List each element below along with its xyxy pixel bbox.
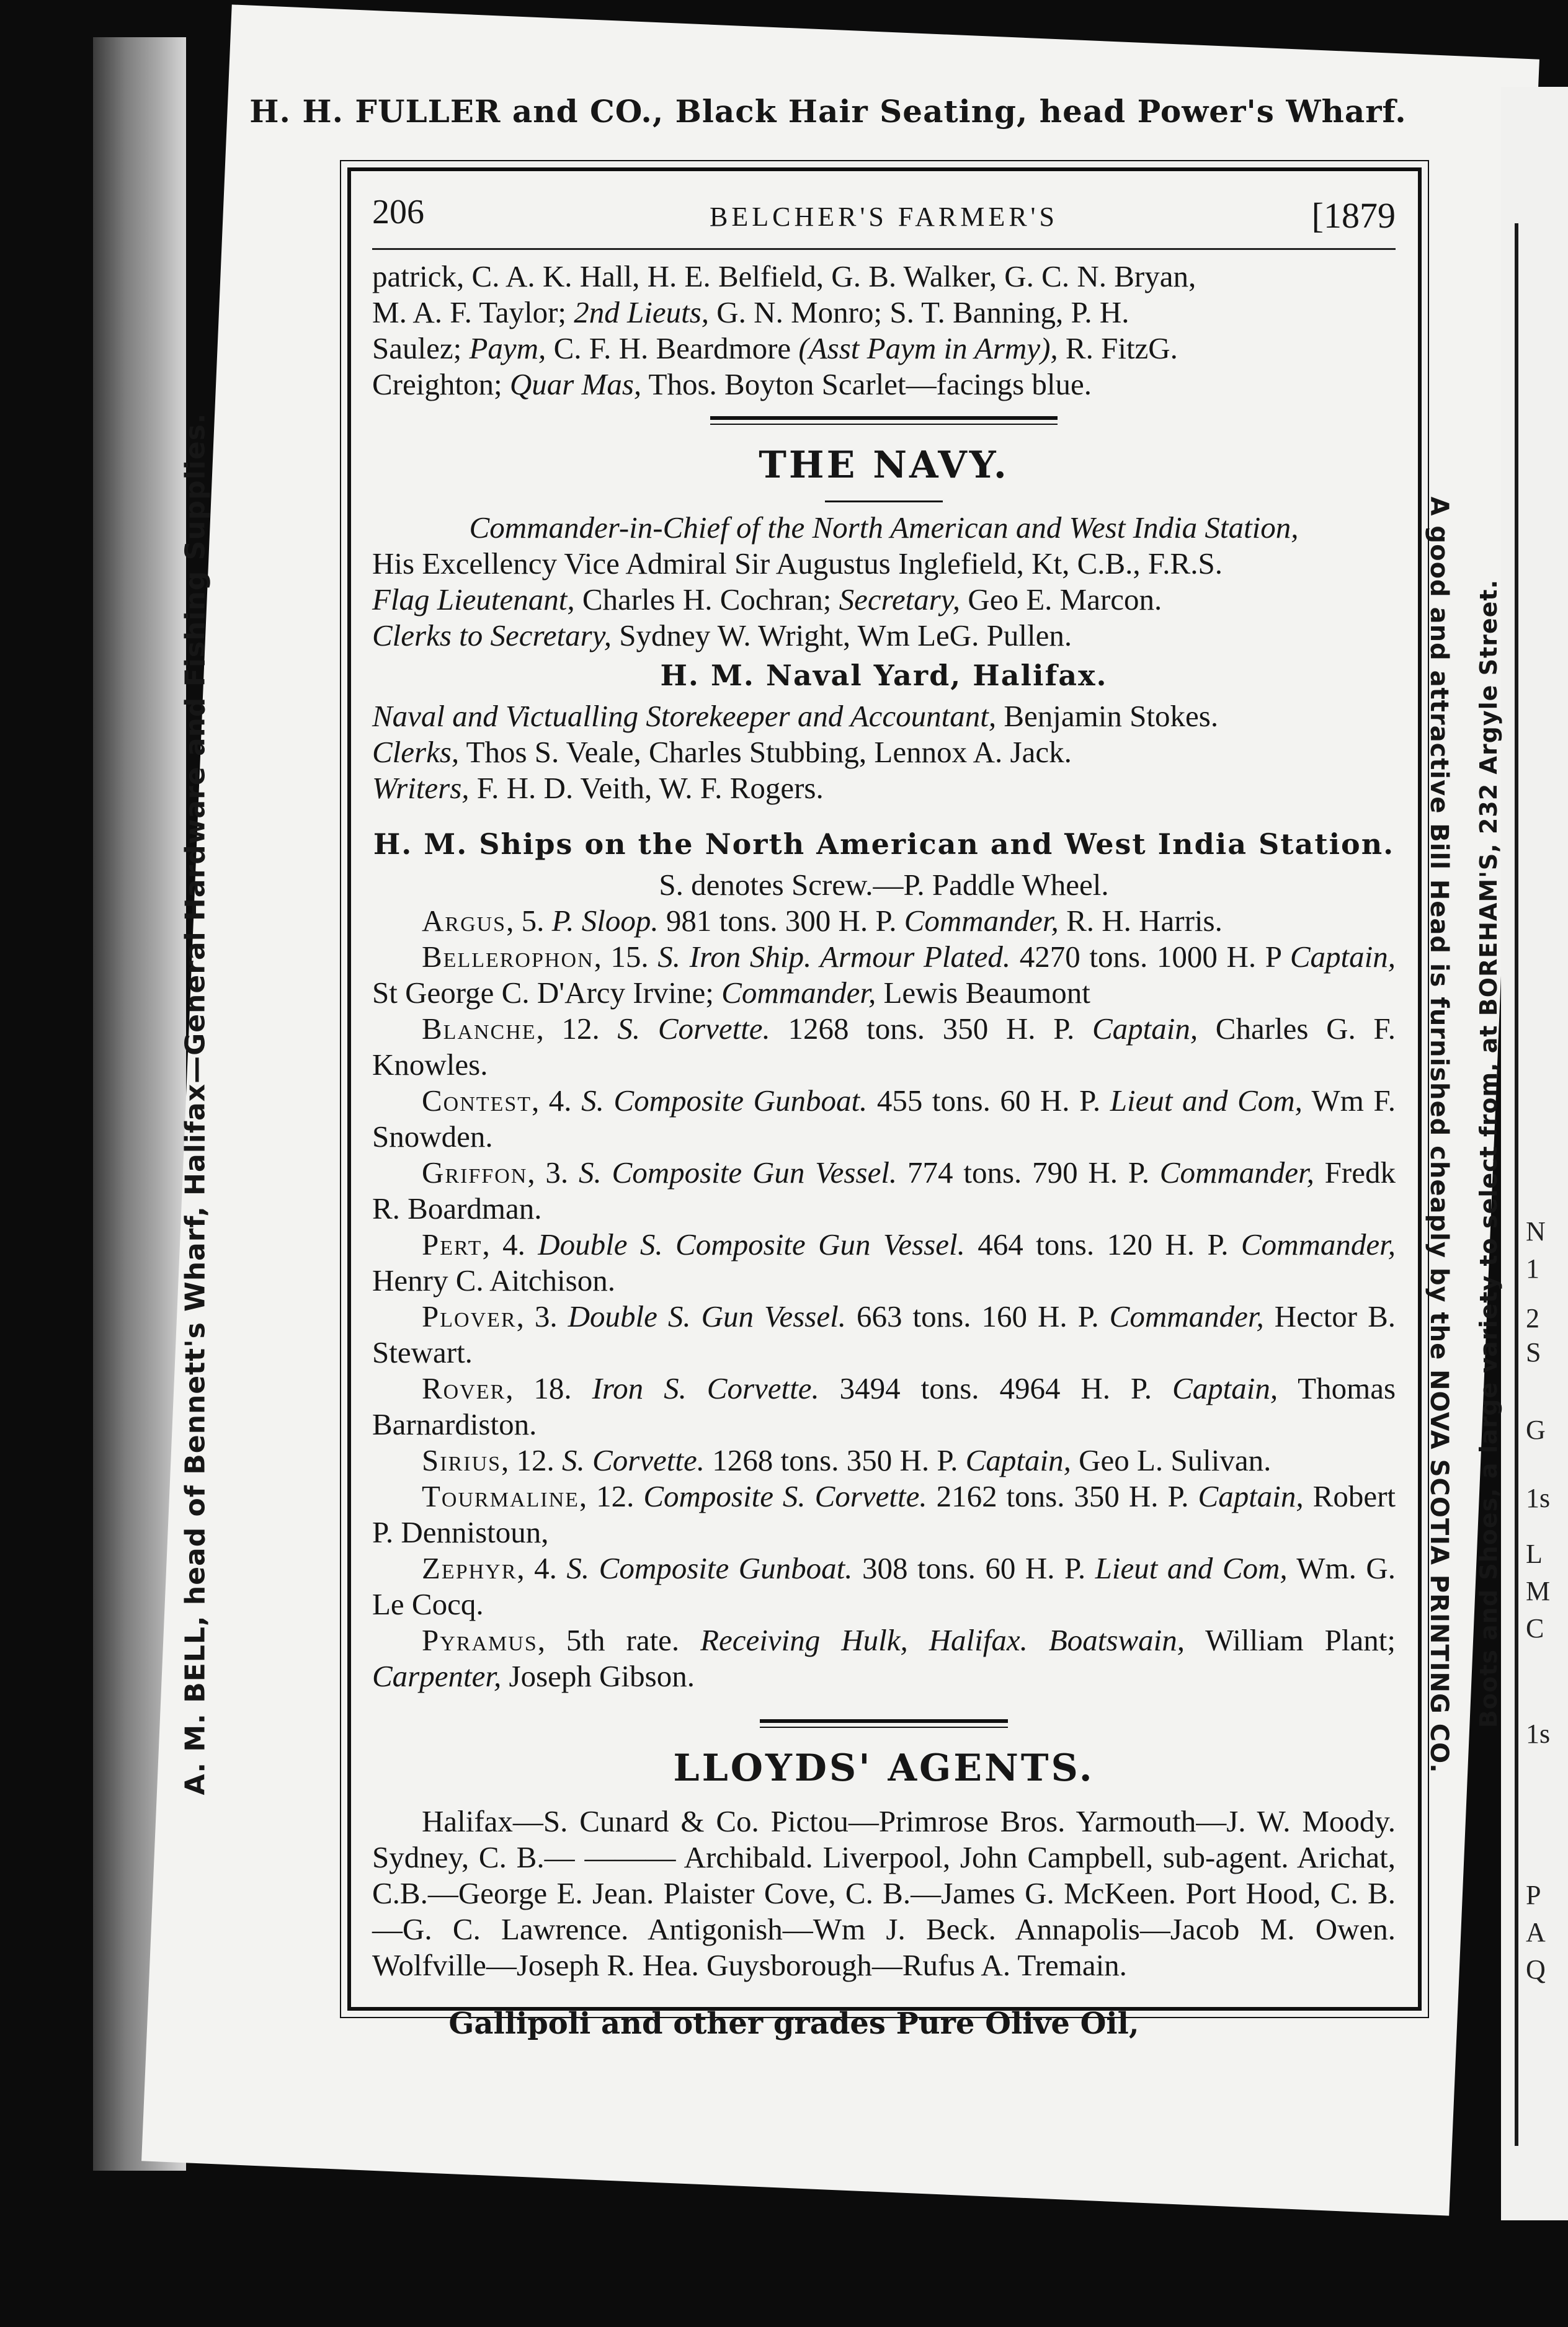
regiment-line: Creighton; Quar Mas, Thos. Boyton Scarlet—facings blue. — [372, 367, 1092, 401]
storekeeper-line: Naval and Victualling Storekeeper and Accountant, Benjamin Stokes. — [372, 699, 1219, 733]
yard-clerks-line: Clerks, Thos S. Veale, Charles Stubbing, Lennox A. Jack. — [372, 735, 1072, 769]
ship-entry: Pyramus, 5th rate. Receiving Hulk, Halifax. Boatswain, William Plant; Carpenter, Joseph Gibson. — [372, 1623, 1396, 1693]
next-page-fragment: C — [1526, 1613, 1544, 1644]
commander-in-chief-label: Commander-in-Chief of the North American and West India Station, — [469, 510, 1299, 545]
section-divider — [710, 416, 1058, 425]
ship-entry: Bellerophon, 15. S. Iron Ship. Armour Plated. 4270 tons. 1000 H. P Captain, St George C. D'Arcy Irvine; Commander, Lewis Beaumont — [372, 940, 1396, 1010]
next-page-fragment: A — [1526, 1917, 1546, 1947]
next-page-margin-advertisement: Boots and Shoes, a large variety to select from, at BOREHAM'S, 232 Argyle Street. — [1475, 579, 1502, 1729]
ship-entry: Sirius, 12. S. Corvette. 1268 tons. 350 H. P. Captain, Geo L. Sulivan. — [422, 1443, 1272, 1477]
top-advertisement: H. H. FULLER and CO., Black Hair Seating, head Power's Wharf. — [249, 93, 1407, 130]
heading-underline — [825, 501, 943, 502]
ships-list — [372, 903, 1396, 1694]
next-page-fragment: 2 — [1526, 1303, 1539, 1333]
next-page-fragment: Q — [1526, 1954, 1546, 1985]
next-page-edge — [1501, 87, 1568, 2220]
next-page-rule — [1515, 223, 1518, 2146]
naval-yard-heading: H. M. Naval Yard, Halifax. — [660, 659, 1108, 692]
ship-entry: Rover, 18. Iron S. Corvette. 3494 tons. 4964 H. P. Captain, Thomas Barnardiston. — [372, 1371, 1396, 1441]
next-page-fragment: M — [1526, 1576, 1551, 1606]
ship-entry: Contest, 4. S. Composite Gunboat. 455 tons. 60 H. P. Lieut and Com, Wm F. Snowden. — [372, 1083, 1396, 1154]
ship-entry: Tourmaline, 12. Composite S. Corvette. 2162 tons. 350 H. P. Captain, Robert P. Dennistoun, — [372, 1479, 1396, 1549]
left-margin-advertisement: A. M. BELL, head of Bennett's Wharf, Halifax—General Hardware and Fishing Supplies. — [179, 412, 212, 1795]
bottom-advertisement: Gallipoli and other grades Pure Olive Oil, — [448, 2006, 1139, 2041]
writers-line: Writers, F. H. D. Veith, W. F. Rogers. — [372, 771, 824, 805]
regiment-continuation — [372, 259, 1396, 403]
running-header — [372, 186, 1396, 250]
right-margin-advertisement: A good and attractive Bill Head is furnished cheaply by the NOVA SCOTIA PRINTING CO. — [1425, 496, 1453, 1774]
section-divider — [760, 1719, 1008, 1728]
next-page-fragment: P — [1526, 1880, 1541, 1910]
regiment-line: M. A. F. Taylor; 2nd Lieuts, G. N. Monro; S. T. Banning, P. H. — [372, 295, 1129, 329]
ship-entry: Plover, 3. Double S. Gun Vessel. 663 tons. 160 H. P. Commander, Hector B. Stewart. — [372, 1299, 1396, 1369]
page-content — [372, 186, 1396, 1983]
next-page-fragment: S — [1526, 1337, 1541, 1368]
regiment-line: patrick, C. A. K. Hall, H. E. Belfield, G. B. Walker, G. C. N. Bryan, — [372, 259, 1196, 293]
navy-heading: THE NAVY. — [759, 443, 1009, 487]
clerks-line: Clerks to Secretary, Sydney W. Wright, Wm LeG. Pullen. — [372, 618, 1072, 652]
lloyds-agents-text: Halifax—S. Cunard & Co. Pictou—Primrose Bros. Yarmouth—J. W. Moody. Sydney, C. B.— ——— Archibald. Liverpool, John Campbell, sub-agent. Arichat, C.B.—George E. Jean. Plaister Cove, C. B.—James G. McKeen. Port Hood, C. B.—G. C. Lawrence. Antigonish—Wm J. Beck. Annapolis—Jacob M. Owen. Wolfville—Joseph R. Hea. Guysborough—Rufus A. Tremain. — [372, 1804, 1396, 1982]
flag-lieutenant-line: Flag Lieutenant, Charles H. Cochran; Secretary, Geo E. Marcon. — [372, 582, 1162, 616]
ship-entry: Pert, 4. Double S. Composite Gun Vessel. 464 tons. 120 H. P. Commander, Henry C. Aitchison. — [372, 1227, 1396, 1297]
ships-heading: H. M. Ships on the North American and West India Station. — [373, 827, 1395, 861]
ships-legend: S. denotes Screw.—P. Paddle Wheel. — [659, 868, 1109, 902]
next-page-fragment: 1s — [1526, 1483, 1551, 1513]
next-page-fragment: L — [1526, 1539, 1543, 1569]
commander-in-chief-name: His Excellency Vice Admiral Sir Augustus Inglefield, Kt, C.B., F.R.S. — [372, 546, 1223, 581]
lloyds-heading: LLOYDS' AGENTS. — [673, 1746, 1095, 1790]
ship-entry: Argus, 5. P. Sloop. 981 tons. 300 H. P. Commander, R. H. Harris. — [422, 904, 1223, 938]
ship-entry: Blanche, 12. S. Corvette. 1268 tons. 350 H. P. Captain, Charles G. F. Knowles. — [372, 1012, 1396, 1082]
next-page-fragment: N — [1526, 1216, 1546, 1247]
regiment-line: Saulez; Paym, C. F. H. Beardmore (Asst Paym in Army), R. FitzG. — [372, 331, 1178, 365]
year-marker: [1879 — [1311, 195, 1396, 236]
next-page-fragment: 1s — [1526, 1719, 1551, 1749]
ship-entry: Griffon, 3. S. Composite Gun Vessel. 774 tons. 790 H. P. Commander, Fredk R. Boardman. — [372, 1155, 1396, 1226]
page-number: 206 — [372, 193, 424, 231]
next-page-fragment: G — [1526, 1415, 1546, 1445]
next-page-fragment: 1 — [1526, 1253, 1539, 1284]
ship-entry: Zephyr, 4. S. Composite Gunboat. 308 tons. 60 H. P. Lieut and Com, Wm. G. Le Cocq. — [372, 1551, 1396, 1621]
running-title: BELCHER'S FARMER'S — [710, 202, 1058, 232]
